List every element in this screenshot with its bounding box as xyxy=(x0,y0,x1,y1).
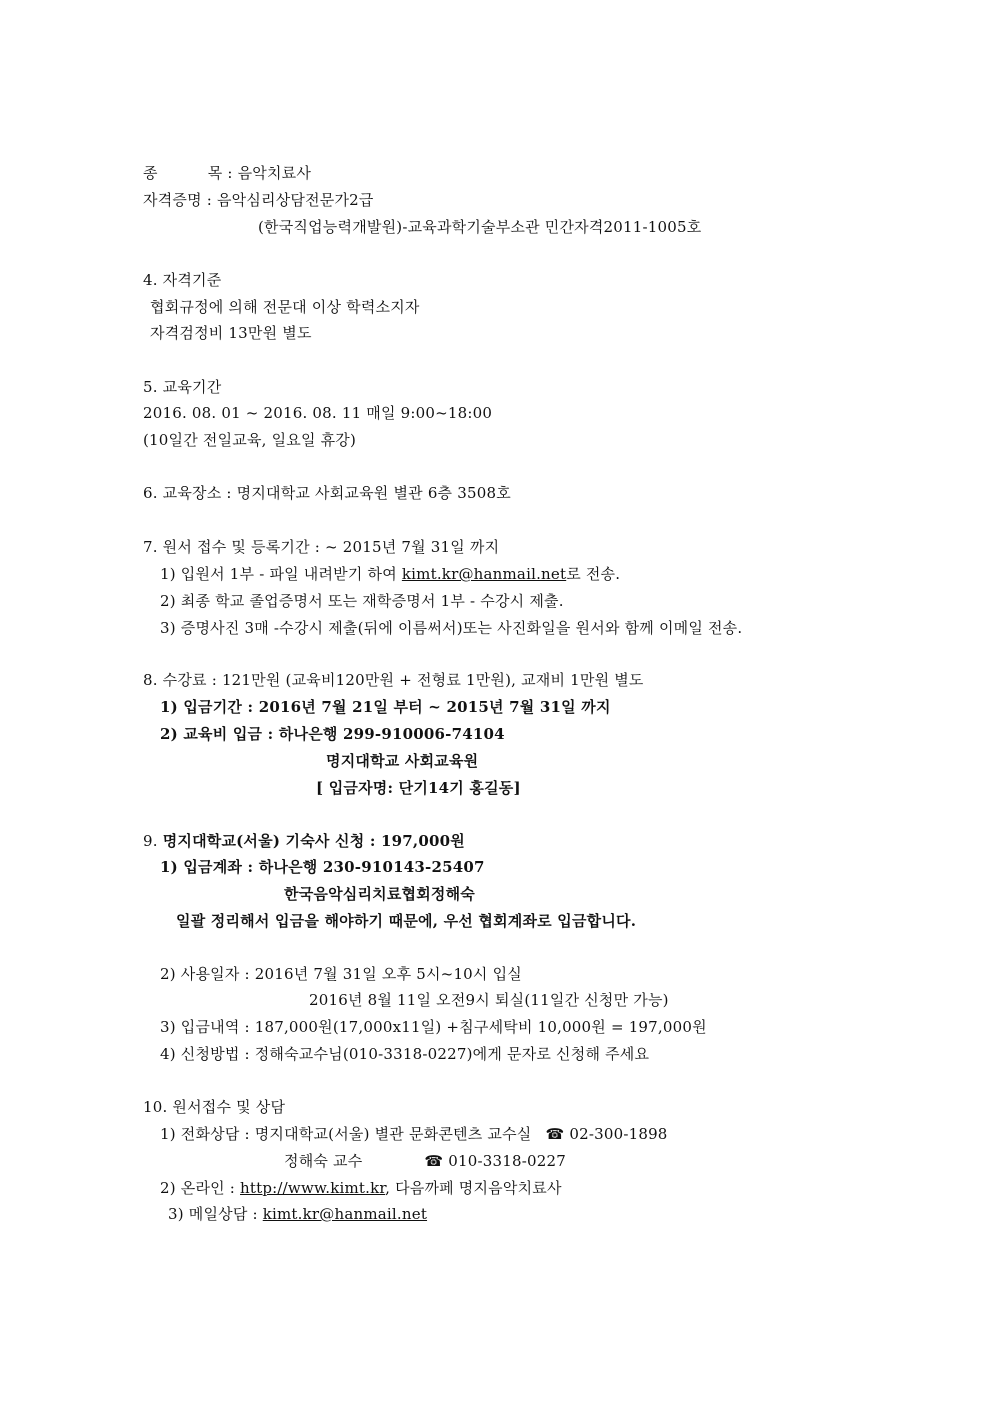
s9-item2: 2) 사용일자 : 2016년 7월 31일 오후 5시~10시 입실 xyxy=(160,965,522,983)
cert-note: (한국직업능력개발원)-교육과학기술부소관 민간자격2011-1005호 xyxy=(258,218,702,236)
phone-icon: ☎ xyxy=(545,1125,565,1143)
s8-depositor: [ 입금자명: 단기14기 홍길동] xyxy=(316,779,521,797)
s5-title: 5. 교육기간 xyxy=(143,378,222,396)
s7-item1-pre: 1) 입원서 1부 - 파일 내려받기 하여 xyxy=(160,565,402,583)
s7-item2: 2) 최종 학교 졸업증명서 또는 재학증명서 1부 - 수강시 제출. xyxy=(160,592,564,610)
s10-item1-text: 1) 전화상담 : 명지대학교(서울) 별관 문화콘텐츠 교수실 xyxy=(160,1125,532,1143)
s6-title: 6. 교육장소 : 명지대학교 사회교육원 별관 6층 3508호 xyxy=(143,484,511,502)
prof-name: 정해숙 교수 xyxy=(284,1152,363,1170)
s5-line2: (10일간 전일교육, 일요일 휴강) xyxy=(143,431,357,449)
office-phone: 02-300-1898 xyxy=(569,1125,668,1143)
s10-item3-pre: 3) 메일상담 : xyxy=(168,1205,263,1223)
s8-holder: 명지대학교 사회교육원 xyxy=(326,752,479,770)
s9-title-prefix: 9. xyxy=(143,832,163,850)
jongmok-label-2: 목 xyxy=(207,164,223,182)
s7-item1-post: 로 전송. xyxy=(566,565,621,583)
s4-line1: 협회규정에 의해 전문대 이상 학력소지자 xyxy=(150,298,420,316)
cert-label: 자격증명 xyxy=(143,191,202,209)
s5-line1: 2016. 08. 01 ~ 2016. 08. 11 매일 9:00~18:00 xyxy=(143,404,493,422)
jongmok-line xyxy=(143,163,311,183)
s4-line2: 자격검정비 13만원 별도 xyxy=(150,324,312,342)
s10-item1 xyxy=(160,1124,668,1144)
prof-phone: 010-3318-0227 xyxy=(448,1152,566,1170)
s9-item2b: 2016년 8월 11일 오전9시 퇴실(11일간 신청만 가능) xyxy=(309,991,669,1009)
s9-title xyxy=(143,831,465,851)
s10-title: 10. 원서접수 및 상담 xyxy=(143,1098,286,1116)
s7-title: 7. 원서 접수 및 등록기간 : ~ 2015년 7월 31일 까지 xyxy=(143,538,500,556)
cert-value: : 음악심리상담전문가2급 xyxy=(206,191,374,209)
s8-item2: 2) 교육비 입금 : 하나은행 299-910006-74104 xyxy=(160,725,505,743)
s10-item2-pre: 2) 온라인 : xyxy=(160,1179,241,1197)
jongmok-label: 종 xyxy=(143,164,158,182)
s10-item3 xyxy=(168,1204,427,1224)
s9-notice: 일괄 정리해서 입금을 해야하기 때문에, 우선 협회계좌로 입금합니다. xyxy=(176,912,637,930)
s9-item3: 3) 입금내역 : 187,000원(17,000x11일) +침구세탁비 10,000원 = 197,000원 xyxy=(160,1018,707,1036)
s9-item1: 1) 입금계좌 : 하나은행 230-910143-25407 xyxy=(160,858,485,876)
application-email-link[interactable]: kimt.kr@hanmail.net xyxy=(401,565,567,583)
consult-email-link[interactable]: kimt.kr@hanmail.net xyxy=(262,1205,428,1223)
s8-title: 8. 수강료 : 121만원 (교육비120만원 + 전형료 1만원), 교재비 1만원 별도 xyxy=(143,671,644,689)
phone-icon: ☎ xyxy=(424,1152,444,1170)
s9-title-text: 명지대학교(서울) 기숙사 신청 : 197,000원 xyxy=(162,832,465,850)
s9-holder: 한국음악심리치료협회정해숙 xyxy=(284,885,475,903)
s7-item1 xyxy=(160,564,620,584)
s8-item1: 1) 입금기간 : 2016년 7월 21일 부터 ~ 2015년 7월 31일 까지 xyxy=(160,698,611,716)
s10-item2 xyxy=(160,1178,562,1198)
cert-line xyxy=(143,190,374,210)
s10-prof-line xyxy=(284,1151,566,1171)
jongmok-value: : 음악치료사 xyxy=(227,164,312,182)
s9-item4: 4) 신청방법 : 정해숙교수님(010-3318-0227)에게 문자로 신청해 주세요 xyxy=(160,1045,650,1063)
website-link[interactable]: http://www.kimt.kr xyxy=(240,1179,386,1197)
s7-item3: 3) 증명사진 3매 -수강시 제출(뒤에 이름써서)또는 사진화일을 원서와 함께 이메일 전송. xyxy=(160,619,743,637)
s10-item2-post: , 다음까페 명지음악치료사 xyxy=(385,1179,562,1197)
s4-title: 4. 자격기준 xyxy=(143,271,222,289)
